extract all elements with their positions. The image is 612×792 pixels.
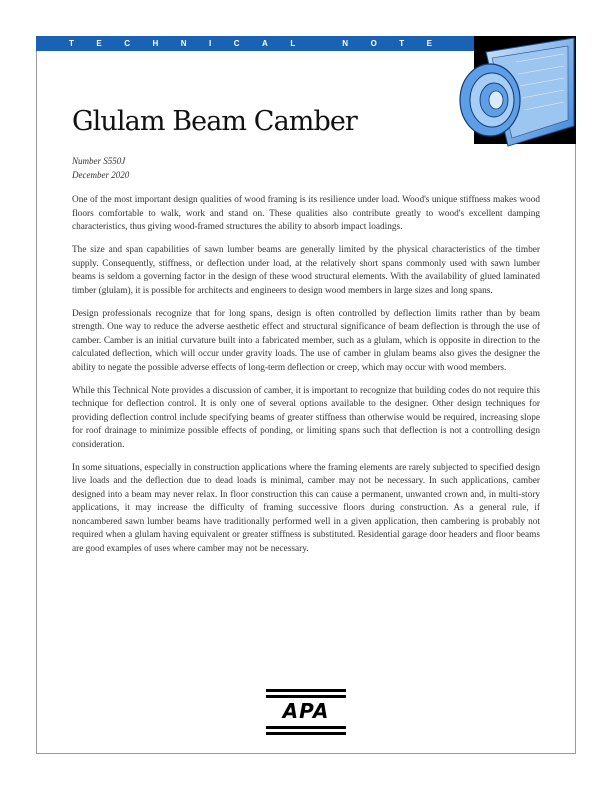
banner-label: TECHNICAL NOTE xyxy=(69,39,455,48)
logo-rule xyxy=(266,726,346,729)
document-title: Glulam Beam Camber xyxy=(72,106,357,137)
document-body xyxy=(72,194,540,566)
document-number: Number S550J xyxy=(72,156,126,166)
body-paragraph: The size and span capabilities of sawn lumber beams are generally limited by the physical characteristics of the timber supply. Consequently, stiffness, or deflection under load, at the relatively short spans commonly used with sawn lumber beams is seldom a governing factor in the design of these wood structural elements. With the availability of glued laminated timber (glulam), it is possible for architects and engineers to design wood members in large sizes and long spans. xyxy=(72,245,540,296)
document-meta xyxy=(72,154,129,182)
body-paragraph: One of the most important design qualities of wood framing is its resilience under load. Wood's unique stiffness makes wood floors comfortable to walk, work and stand on. These qualities also contribute greatly to wood's excellent damping characteristics, thus giving wood-framed structures the ability to absorb impact loadings. xyxy=(72,195,540,232)
body-paragraph: In some situations, especially in construction applications where the framing elements are rarely subjected to specified design live loads and the deflection due to dead loads is minimal, camber may not be necessary. In such applications, camber designed into a beam may never relax. In floor construction this can cause a permanent, unwanted crown and, in multi-story applications, it may increase the difficulty of framing successive floors during construction. As a general rule, if noncambered sawn lumber beams have traditionally performed well in a given application, then cambering is probably not required when a glulam having equivalent or greater stiffness is substituted. Residential garage door headers and floor beams are good examples of uses where camber may not be necessary. xyxy=(72,462,540,554)
rolled-blueprint-icon xyxy=(456,34,578,154)
logo-rule xyxy=(266,695,346,698)
body-paragraph: While this Technical Note provides a discussion of camber, it is important to recognize that building codes do not require this technique for deflection control. It is only one of several options available to the designer. Other design techniques for providing deflection control include specifying beams of greater stiffness than otherwise would be required, increasing slope for roof drainage to minimize possible effects of ponding, or limiting spans such that deflection is not a controlling design consideration. xyxy=(72,385,540,450)
body-paragraph: Design professionals recognize that for long spans, design is often controlled by deflection limits rather than by beam strength. One way to reduce the adverse aesthetic effect and structural significance of beam deflection is through the use of camber. Camber is an initial curvature built into a fabricated member, such as a glulam, which is opposite in direction to the calculated deflection, which will occur under gravity loads. The use of camber in glulam beams also gives the designer the ability to negate the possible adverse effects of long-term deflection or creep, which may occur with wood members. xyxy=(72,308,540,373)
apa-logo xyxy=(266,689,346,735)
apa-logo-text: APA xyxy=(282,699,330,723)
document-date: December 2020 xyxy=(72,170,130,180)
technical-note-banner xyxy=(36,36,474,51)
logo-rule xyxy=(266,689,346,692)
logo-rule xyxy=(266,732,346,735)
